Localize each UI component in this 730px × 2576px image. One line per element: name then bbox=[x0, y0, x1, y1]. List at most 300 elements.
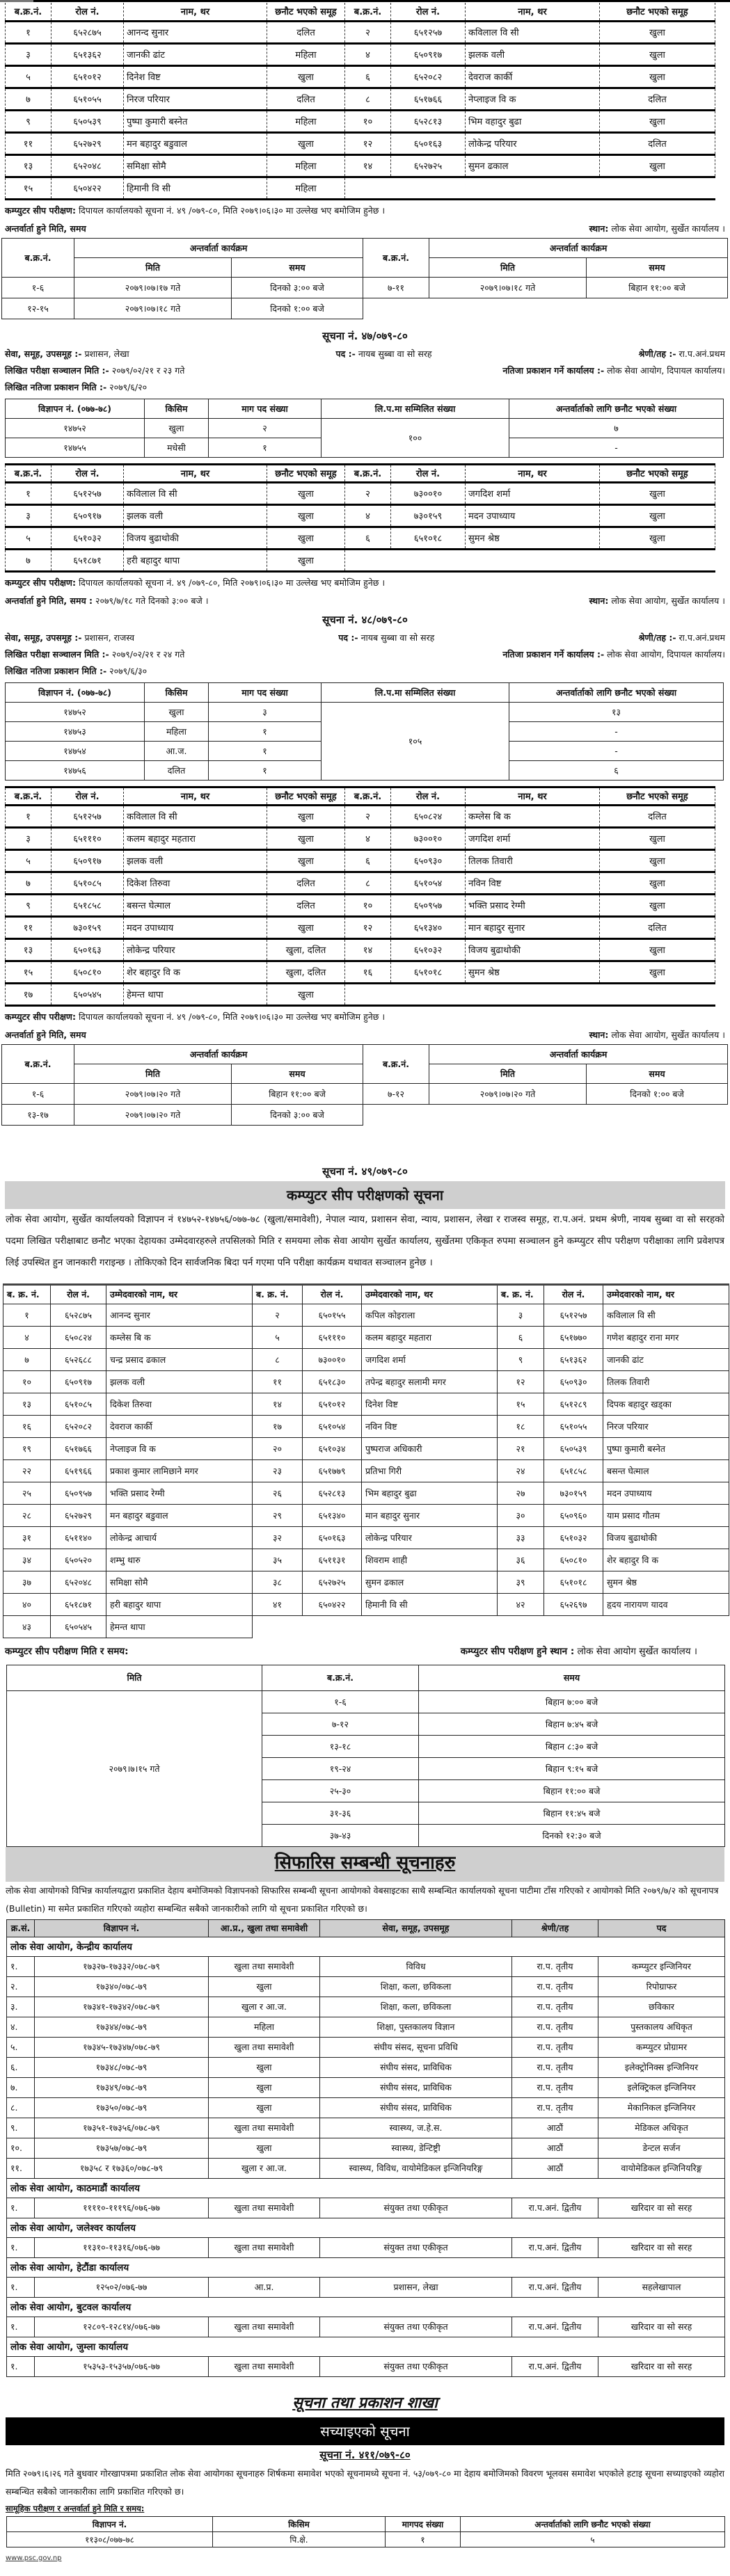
corrected-table bbox=[6, 2516, 725, 2547]
roll-cell: ६५२६९७ bbox=[544, 1593, 603, 1615]
type-cell: महिला bbox=[145, 721, 209, 741]
empty-cell bbox=[345, 549, 391, 571]
col-date: मिति bbox=[7, 1665, 262, 1690]
roll-cell: ६५०९१७ bbox=[391, 43, 466, 65]
roll-cell: ७३००१० bbox=[391, 827, 466, 849]
candidate-name-cell: मन बहादुर बडुवाल bbox=[106, 1504, 253, 1526]
candidate-name-cell: समिक्षा सोमै bbox=[106, 1571, 253, 1593]
level-cell: आठौं bbox=[512, 2118, 598, 2138]
col-sn: ब. क्र. नं. bbox=[3, 1284, 51, 1304]
group-cell: खुला bbox=[267, 805, 345, 827]
col-demand: माग पद संख्या bbox=[209, 682, 322, 702]
serial-cell: २९ bbox=[253, 1504, 303, 1526]
roll-cell: ६५१२५७ bbox=[391, 21, 466, 43]
candidate-table-48 bbox=[5, 786, 715, 1007]
service-value: प्रशासन, राजस्व bbox=[84, 632, 135, 643]
col-time: समय bbox=[232, 1064, 363, 1083]
ad-no-cell: १४७५२ bbox=[6, 418, 145, 438]
group-cell: दलित bbox=[267, 894, 345, 916]
category-cell: खुला तथा समावेशी bbox=[209, 2118, 320, 2138]
interview-schedule-1 bbox=[1, 238, 728, 319]
serial-cell: ३२ bbox=[253, 1526, 303, 1549]
serial-cell: १. bbox=[7, 2237, 35, 2257]
roll-cell: ६५२७२९ bbox=[51, 1504, 106, 1526]
ad-no-cell: १७३५०/०७८-७९ bbox=[35, 2097, 209, 2118]
roll-cell: ६५०५३९ bbox=[51, 110, 124, 132]
serial-cell: २ bbox=[345, 805, 391, 827]
notice-47-info-2 bbox=[0, 362, 730, 379]
roll-cell: ६५०४२२ bbox=[303, 1593, 362, 1615]
group-cell: दलित bbox=[600, 916, 715, 938]
candidate-name-cell: निरज परियार bbox=[603, 1415, 729, 1437]
name-cell: विजय बुढाथोकी bbox=[466, 938, 600, 961]
name-cell: भक्ति प्रसाद रेग्मी bbox=[466, 894, 600, 916]
candidate-name-cell: शिवराम शाही bbox=[362, 1549, 498, 1571]
serial-cell: १२ bbox=[345, 916, 391, 938]
group-cell: खुला bbox=[600, 961, 715, 983]
empty-cell bbox=[363, 298, 429, 319]
group-cell: खुला bbox=[267, 916, 345, 938]
venue-value: लोक सेवा आयोग, सुर्खेत कार्यालय । bbox=[611, 1029, 725, 1040]
serial-cell: २६ bbox=[253, 1482, 303, 1504]
candidate-name-cell: प्रतिभा गिरी bbox=[362, 1459, 498, 1482]
serial-cell: ४३ bbox=[3, 1615, 51, 1638]
col-ad-no: विज्ञापन नं. (०७७-७८) bbox=[6, 399, 145, 418]
serial-cell: १०. bbox=[7, 2138, 35, 2158]
corrected-notice-number: सूचना नं. ४११/०७९-८० bbox=[319, 2448, 411, 2461]
table-row bbox=[7, 2356, 725, 2376]
roll-cell: ६५०९५७ bbox=[51, 1482, 106, 1504]
col-name: नाम, थर bbox=[124, 464, 267, 482]
roll-cell: ७३०१५९ bbox=[391, 504, 466, 527]
roll-cell: ६५०८१० bbox=[544, 1549, 603, 1571]
post-label: पद :- bbox=[335, 348, 356, 359]
col-written-count: लि.प.मा सम्मिलित संख्या bbox=[322, 682, 509, 702]
table-row bbox=[6, 938, 715, 961]
group-cell: दलित bbox=[267, 88, 345, 110]
office-row bbox=[7, 2257, 725, 2277]
table-row bbox=[7, 2531, 725, 2547]
category-cell: खुला तथा समावेशी bbox=[209, 2237, 320, 2257]
serial-range-cell: १-६ bbox=[2, 1083, 74, 1104]
col-roll: रोल नं. bbox=[391, 464, 466, 482]
selected-count-cell: ७ bbox=[509, 418, 724, 438]
col-roll: रोल नं. bbox=[544, 1284, 603, 1304]
post-cell: कम्प्युटर प्रोग्रामर bbox=[598, 2037, 725, 2057]
roll-cell: ६५२०४८ bbox=[51, 1571, 106, 1593]
ad-no-cell: १७३४५-१७३४७/०७८-७९ bbox=[35, 2037, 209, 2057]
col-group: छनौट भएको समूह bbox=[267, 464, 345, 482]
empty-cell bbox=[391, 177, 466, 199]
result-date-value: २०७९/६/३० bbox=[109, 665, 148, 676]
serial-cell: ३८ bbox=[253, 1571, 303, 1593]
name-cell: मदन उपाध्याय bbox=[124, 916, 267, 938]
table-row bbox=[3, 1615, 729, 1638]
col-sn: ब.क्र.नं. bbox=[345, 787, 391, 805]
table-row bbox=[6, 702, 724, 721]
ad-no-cell: १७३५७/०७८-७९ bbox=[35, 2138, 209, 2158]
group-cell: खुला bbox=[267, 827, 345, 849]
serial-cell: ३ bbox=[498, 1304, 544, 1326]
serial-range-cell: २५-३० bbox=[262, 1779, 419, 1802]
serial-cell: १४ bbox=[345, 938, 391, 961]
serial-cell: १. bbox=[7, 1956, 35, 1976]
selected-count-cell: ५ bbox=[461, 2531, 725, 2547]
group-cell: खुला bbox=[600, 482, 715, 504]
group-cell: खुला bbox=[267, 849, 345, 872]
recommend-title: सिफारिस सम्बन्धी सूचनाहरु bbox=[274, 1852, 456, 1873]
serial-range-cell: ७-१२ bbox=[262, 1713, 419, 1735]
roll-cell: ६५१२८९ bbox=[544, 1393, 603, 1415]
service-cell: स्वास्थ्य, विविध, वायोमेडिकल इन्जिनियरिङ्ग bbox=[320, 2158, 512, 2178]
notice-47-title: सूचना नं. ४७/०७९-८० bbox=[322, 329, 408, 342]
name-cell: सुमन ढकाल bbox=[466, 154, 600, 177]
table-row bbox=[6, 154, 715, 177]
serial-cell: ८ bbox=[253, 1348, 303, 1370]
name-cell: कविलाल वि सी bbox=[124, 482, 267, 504]
roll-cell: ६५२८१३ bbox=[391, 110, 466, 132]
name-cell: विजय बुढाथोकी bbox=[124, 527, 267, 549]
empty-cell bbox=[466, 549, 600, 571]
time-cell: बिहान ७:४५ बजे bbox=[419, 1713, 725, 1735]
candidate-name-cell: भिम बहादुर बुढा bbox=[362, 1482, 498, 1504]
name-cell: हेमन्त थापा bbox=[124, 983, 267, 1005]
ad-no-cell: ११३०८/०७७-७८ bbox=[7, 2531, 213, 2547]
roll-cell: ६५१०५५ bbox=[51, 88, 124, 110]
candidate-name-cell: कलम बहादुर महतारा bbox=[362, 1326, 498, 1348]
roll-cell: ६५१७७० bbox=[544, 1326, 603, 1348]
candidate-name-cell: दिपक बहादुर खड्का bbox=[603, 1393, 729, 1415]
category-cell: महिला bbox=[209, 2017, 320, 2037]
office-row bbox=[7, 1937, 725, 1956]
col-group: छनौट भएको समूह bbox=[600, 464, 715, 482]
table-row bbox=[6, 418, 724, 438]
serial-cell: ६ bbox=[345, 65, 391, 88]
group-cell: खुला bbox=[267, 983, 345, 1005]
col-sn: ब.क्र.नं. bbox=[262, 1665, 419, 1690]
group-cell: महिला bbox=[267, 154, 345, 177]
table-row bbox=[7, 2198, 725, 2218]
level-cell: रा.प. तृतीय bbox=[512, 2077, 598, 2097]
website-link[interactable]: www.psc.gov.np bbox=[6, 2554, 62, 2562]
roll-cell: ६५०९१७ bbox=[51, 849, 124, 872]
roll-cell: ७३०१५९ bbox=[544, 1482, 603, 1504]
category-cell: आ.प्र. bbox=[209, 2277, 320, 2297]
service-cell: संयुक्त तथा एकीकृत bbox=[320, 2356, 512, 2376]
table-row bbox=[6, 88, 715, 110]
serial-cell: ७ bbox=[6, 88, 51, 110]
col-selected-count: अन्तर्वार्ताको लागि छनौट भएको संख्या bbox=[461, 2516, 725, 2531]
serial-cell: १६ bbox=[345, 961, 391, 983]
col-date: मिति bbox=[74, 1064, 232, 1083]
serial-cell: ६. bbox=[7, 2057, 35, 2077]
empty-cell bbox=[587, 298, 728, 319]
post-cell: खरिदार वा सो सरह bbox=[598, 2198, 725, 2218]
serial-cell: ९ bbox=[6, 110, 51, 132]
table-row bbox=[3, 1549, 729, 1571]
group-cell: दलित bbox=[600, 805, 715, 827]
notice-47-info-1 bbox=[0, 346, 730, 362]
post-cell: मेडिकल अधिकृत bbox=[598, 2118, 725, 2138]
group-cell: खुला bbox=[600, 894, 715, 916]
empty-cell bbox=[363, 1104, 429, 1125]
serial-cell: ३३ bbox=[498, 1526, 544, 1549]
col-candidate-name: उम्मेदवारको नाम, थर bbox=[362, 1284, 498, 1304]
level-cell: रा.प.अनं. द्वितीय bbox=[512, 2317, 598, 2337]
name-cell: नेप्लाइज वि क bbox=[466, 88, 600, 110]
roll-cell: ६५१०५४ bbox=[303, 1415, 362, 1437]
category-cell: खुला bbox=[209, 2138, 320, 2158]
roll-cell: ६५१२५७ bbox=[51, 482, 124, 504]
serial-cell: ९. bbox=[7, 2118, 35, 2138]
table-row bbox=[7, 2037, 725, 2057]
serial-range-cell: ७-१२ bbox=[363, 1083, 429, 1104]
candidate-name-cell: सुमन श्रेष्ठ bbox=[603, 1571, 729, 1593]
candidate-name-cell: सुमन ढकाल bbox=[362, 1571, 498, 1593]
table-row bbox=[3, 1348, 729, 1370]
col-selected-count: अन्तर्वार्ताको लागि छनौट भएको संख्या bbox=[509, 682, 724, 702]
col-sn: ब.क्र.नं. bbox=[345, 464, 391, 482]
office-name: लोक सेवा आयोग, जुम्ला कार्यालय bbox=[7, 2337, 725, 2356]
serial-cell: १७ bbox=[253, 1415, 303, 1437]
office-row bbox=[7, 2178, 725, 2198]
table-row bbox=[3, 1437, 729, 1459]
candidate-name-cell: जगदिश शर्मा bbox=[362, 1348, 498, 1370]
table-row bbox=[3, 1504, 729, 1526]
category-cell: खुला तथा समावेशी bbox=[209, 2317, 320, 2337]
col-group: छनौट भएको समूह bbox=[600, 3, 715, 21]
table-row bbox=[6, 177, 715, 199]
skill-label: कम्प्युटर सीप परीक्षण: bbox=[5, 577, 76, 588]
group-cell: खुला bbox=[600, 65, 715, 88]
post-cell: सहलेखापाल bbox=[598, 2277, 725, 2297]
table-row bbox=[7, 1976, 725, 1997]
serial-cell: ६ bbox=[345, 527, 391, 549]
venue-label: स्थान: bbox=[589, 223, 609, 234]
candidate-name-cell: जानकी ढांट bbox=[603, 1348, 729, 1370]
office-name: लोक सेवा आयोग, हेटौंडा कार्यालय bbox=[7, 2257, 725, 2277]
post-label: पद :- bbox=[338, 632, 358, 643]
type-cell: दलित bbox=[145, 760, 209, 780]
candidate-name-cell: तिलक तिवारी bbox=[603, 1370, 729, 1393]
roll-cell: ६५१०१२ bbox=[303, 1393, 362, 1415]
serial-cell: २. bbox=[7, 1976, 35, 1997]
table-row bbox=[3, 1326, 729, 1348]
candidate-name-cell: पुष्पा कुमारी बस्नेत bbox=[603, 1437, 729, 1459]
roll-cell: ६५०१५५ bbox=[303, 1304, 362, 1326]
roll-cell: ६५११३१ bbox=[303, 1549, 362, 1571]
serial-cell: १३ bbox=[3, 1393, 51, 1415]
table-row bbox=[3, 1304, 729, 1326]
group-cell: खुला bbox=[600, 849, 715, 872]
date-cell: २०७९।०७।२० गते bbox=[429, 1083, 587, 1104]
roll-cell: ६५१११० bbox=[51, 827, 124, 849]
time-cell: बिहान ७:०० बजे bbox=[419, 1690, 725, 1713]
serial-cell: ८. bbox=[7, 2097, 35, 2118]
table-row bbox=[7, 1997, 725, 2017]
ad-no-cell: १७३५१-१७३५६/०७८-७९ bbox=[35, 2118, 209, 2138]
service-cell: स्वास्थ्य, डेन्टिष्ट्री bbox=[320, 2138, 512, 2158]
table-row bbox=[6, 132, 715, 154]
roll-cell: ६५०१६३ bbox=[303, 1526, 362, 1549]
post-cell: खरिदार वा सो सरह bbox=[598, 2317, 725, 2337]
serial-cell: ७. bbox=[7, 2077, 35, 2097]
name-cell: जगदिश शर्मा bbox=[466, 827, 600, 849]
category-cell: खुला तथा समावेशी bbox=[209, 1956, 320, 1976]
venue-value: लोक सेवा आयोग, सुर्खेत कार्यालय । bbox=[611, 223, 725, 234]
time-cell: दिनको १२:३० बजे bbox=[419, 1824, 725, 1846]
ad-no-cell: १७३४४/०७८-७९ bbox=[35, 2017, 209, 2037]
roll-cell: ६५२८७५ bbox=[51, 1304, 106, 1326]
group-cell: खुला bbox=[600, 827, 715, 849]
level-cell: रा.प.अनं. द्वितीय bbox=[512, 2198, 598, 2218]
post-cell: पुस्तकालय अधिकृत bbox=[598, 2017, 725, 2037]
empty-cell bbox=[603, 1615, 729, 1638]
group-cell: खुला bbox=[600, 938, 715, 961]
empty-cell bbox=[600, 549, 715, 571]
table-row bbox=[6, 827, 715, 849]
col-selected-count: अन्तर्वार्ताको लागि छनौट भएको संख्या bbox=[509, 399, 724, 418]
serial-cell: ३७ bbox=[3, 1571, 51, 1593]
serial-cell: १५ bbox=[6, 961, 51, 983]
group-cell: खुला bbox=[267, 65, 345, 88]
roll-cell: ६५१०५५ bbox=[544, 1415, 603, 1437]
group-cell: खुला bbox=[600, 154, 715, 177]
group-cell: खुला bbox=[267, 504, 345, 527]
serial-cell: २५ bbox=[3, 1482, 51, 1504]
serial-cell: १० bbox=[345, 110, 391, 132]
candidate-name-cell: भक्ति प्रसाद रेग्मी bbox=[106, 1482, 253, 1504]
level-cell: रा.प.अनं. द्वितीय bbox=[512, 2277, 598, 2297]
group-cell: दलित bbox=[600, 132, 715, 154]
candidate-name-cell: झलक वली bbox=[106, 1370, 253, 1393]
interview-label: अन्तर्वार्ता हुने मिति, समय : bbox=[5, 595, 93, 606]
roll-cell: ६५१३६२ bbox=[51, 43, 124, 65]
serial-cell: २७ bbox=[498, 1482, 544, 1504]
table-row bbox=[6, 110, 715, 132]
table-row bbox=[6, 805, 715, 827]
notice-47-info-3 bbox=[0, 379, 730, 396]
post-cell: इलेक्ट्रिकल इन्जिनियर bbox=[598, 2077, 725, 2097]
roll-cell: ६५१०१२ bbox=[51, 65, 124, 88]
roll-cell: ६५२०८२ bbox=[51, 1415, 106, 1437]
recommend-paragraph: लोक सेवा आयोगको विभिन्न कार्यालयद्वारा प्रकाशित देहाय बमोजिमको विज्ञापनको सिफारिस सम्बन्धी सूचना आयोगको वेबसाइटका साथै सम्बन्धित कार्यालयको सूचना पाटीमा टाँस गरिएको र आयोगको मिति २०७९/७/२ को सूचनापत्र (Bulletin) मा समेत प्रकाशित गरिएको व्यहोरा सम्बन्धित सबैको जानकारीको लागि यो सूचना प्रकाशित गरिएको छ। bbox=[6, 1885, 719, 1914]
selected-count-cell: - bbox=[509, 721, 724, 741]
recommend-table bbox=[6, 1919, 725, 2377]
candidate-name-cell: शम्भु थारु bbox=[106, 1549, 253, 1571]
ad-no-cell: ११३१०-११३१६/०७६-७७ bbox=[35, 2237, 209, 2257]
office-name: लोक सेवा आयोग, काठमाडौं कार्यालय bbox=[7, 2178, 725, 2198]
level-cell: रा.प. तृतीय bbox=[512, 2057, 598, 2077]
roll-cell: ६५१८७१ bbox=[51, 1593, 106, 1615]
schedule-row bbox=[2, 298, 728, 319]
service-value: प्रशासन, लेखा bbox=[84, 348, 129, 359]
col-date: मिति bbox=[429, 1064, 587, 1083]
roll-cell: ६५०५२० bbox=[51, 1549, 106, 1571]
level-cell: रा.प. तृतीय bbox=[512, 2017, 598, 2037]
empty-cell bbox=[391, 549, 466, 571]
selected-count-cell: १३ bbox=[509, 702, 724, 721]
col-interview-program: अन्तर्वार्ता कार्यक्रम bbox=[429, 238, 728, 257]
col-sn: ब.क्र.नं. bbox=[2, 238, 74, 277]
roll-cell: ६५०८१० bbox=[51, 961, 124, 983]
serial-cell: ३६ bbox=[498, 1549, 544, 1571]
col-ad-no: विज्ञापन नं. bbox=[7, 2516, 213, 2531]
table-row bbox=[3, 1370, 729, 1393]
roll-cell: ६५१७७९ bbox=[303, 1459, 362, 1482]
post-cell: इलेक्ट्रोनिक्स इन्जिनियर bbox=[598, 2057, 725, 2077]
group-cell: खुला bbox=[267, 482, 345, 504]
serial-cell: ३ bbox=[6, 43, 51, 65]
name-cell: नविन विष्ट bbox=[466, 872, 600, 894]
name-cell: हरी बहादुर थापा bbox=[124, 549, 267, 571]
group-cell: खुला bbox=[600, 21, 715, 43]
candidate-name-cell: कपिल कोइराला bbox=[362, 1304, 498, 1326]
written-count-cell: १०५ bbox=[322, 702, 509, 780]
name-cell: लोकेन्द्र परियार bbox=[466, 132, 600, 154]
col-interview-program: अन्तर्वार्ता कार्यक्रम bbox=[429, 1044, 728, 1064]
service-cell: संघीय संसद, प्राविधिक bbox=[320, 2097, 512, 2118]
result-date-label: लिखित नतिजा प्रकाशन मिति :- bbox=[5, 381, 107, 392]
interview-value: २०७९/७/१८ गते दिनको ३:०० बजे । bbox=[93, 595, 209, 606]
table-row bbox=[7, 2118, 725, 2138]
time-cell: दिनको १:०० बजे bbox=[587, 1083, 728, 1104]
col-name: नाम, थर bbox=[466, 3, 600, 21]
skill-place-label: कम्प्युटर सीप परीक्षण हुने स्थान : bbox=[460, 1645, 575, 1657]
written-date-value: २०७९/०२/२१ र २४ गते bbox=[111, 648, 185, 659]
empty-cell bbox=[429, 298, 587, 319]
interview-schedule-48 bbox=[1, 1044, 728, 1126]
serial-cell: ४ bbox=[345, 504, 391, 527]
roll-cell: ६५११४० bbox=[51, 1526, 106, 1549]
name-cell: मान बहादुर सुनार bbox=[466, 916, 600, 938]
col-type: किसिम bbox=[145, 682, 209, 702]
group-cell: खुला bbox=[600, 504, 715, 527]
table-row bbox=[6, 21, 715, 43]
candidate-name-cell: दिनेश विष्ट bbox=[362, 1393, 498, 1415]
serial-cell: ९ bbox=[498, 1348, 544, 1370]
serial-cell: १ bbox=[6, 805, 51, 827]
table-row bbox=[6, 65, 715, 88]
col-category: आ.प्र., खुला तथा समावेशी bbox=[209, 1919, 320, 1937]
name-cell: जगदिश शर्मा bbox=[466, 482, 600, 504]
empty-cell bbox=[362, 1615, 498, 1638]
col-group: छनौट भएको समूह bbox=[267, 787, 345, 805]
office-row bbox=[7, 2337, 725, 2356]
col-name: नाम, थर bbox=[466, 464, 600, 482]
corrected-subheading: सामूहिक परीक्षण र अन्तर्वार्ता हुने मिति र समय: bbox=[6, 2503, 145, 2513]
skill-test-note-1 bbox=[0, 202, 730, 220]
table-row bbox=[6, 43, 715, 65]
roll-cell: ६५०८२४ bbox=[391, 805, 466, 827]
category-cell: खुला र आ.ज. bbox=[209, 2158, 320, 2178]
date-cell: २०७९।७।१५ गते bbox=[7, 1690, 262, 1846]
time-cell: दिनको ३:०० बजे bbox=[232, 1104, 363, 1125]
notice-49-paragraph: लोक सेवा आयोग, सुर्खेत कार्यालयको विज्ञापन नं १४७५२-१४७५६/०७७-७८ (खुला/समावेशी), नेपाल न्याय, प्रशासन सेवा, न्याय, प्रशासन, लेखा र राजस्व समूह, रा.प.अनं. प्रथम श्रेणी, नायब सुब्बा वा सो सरहको पदमा लिखित परीक्षाबाट छनौट भएका देहायका उम्मेदवारहरुले तपसिलको मिति र समयमा लोक सेवा आयोग सुर्खेत कार्यालय, सुर्खेतमा एकिकृत रुपमा सञ्चालन हुने कम्प्युटर सीप परीक्षण परीक्षाका लागि प्रवेशपत्र लिई उपस्थित हुन जानकारी गराइन्छ । तोकिएको दिन सार्वजनिक बिदा पर्न गएमा पनि परीक्षा कार्यक्रम यथावत सञ्चालन हुनेछ । bbox=[6, 1213, 724, 1268]
interview-line-1 bbox=[0, 220, 730, 238]
serial-cell: १४ bbox=[253, 1393, 303, 1415]
service-cell: संयुक्त तथा एकीकृत bbox=[320, 2237, 512, 2257]
col-sn: ब.क्र.नं. bbox=[6, 3, 51, 21]
time-cell: बिहान ११:०० बजे bbox=[232, 1083, 363, 1104]
serial-cell: ६ bbox=[345, 849, 391, 872]
col-time: समय bbox=[587, 1064, 728, 1083]
candidate-name-cell: पुष्पराज अधिकारी bbox=[362, 1437, 498, 1459]
candidate-name-cell: लोकेन्द्र आचार्य bbox=[106, 1526, 253, 1549]
serial-cell: १५ bbox=[498, 1393, 544, 1415]
top-bar bbox=[0, 0, 730, 2]
post-cell: रिपोग्राफर bbox=[598, 1976, 725, 1997]
